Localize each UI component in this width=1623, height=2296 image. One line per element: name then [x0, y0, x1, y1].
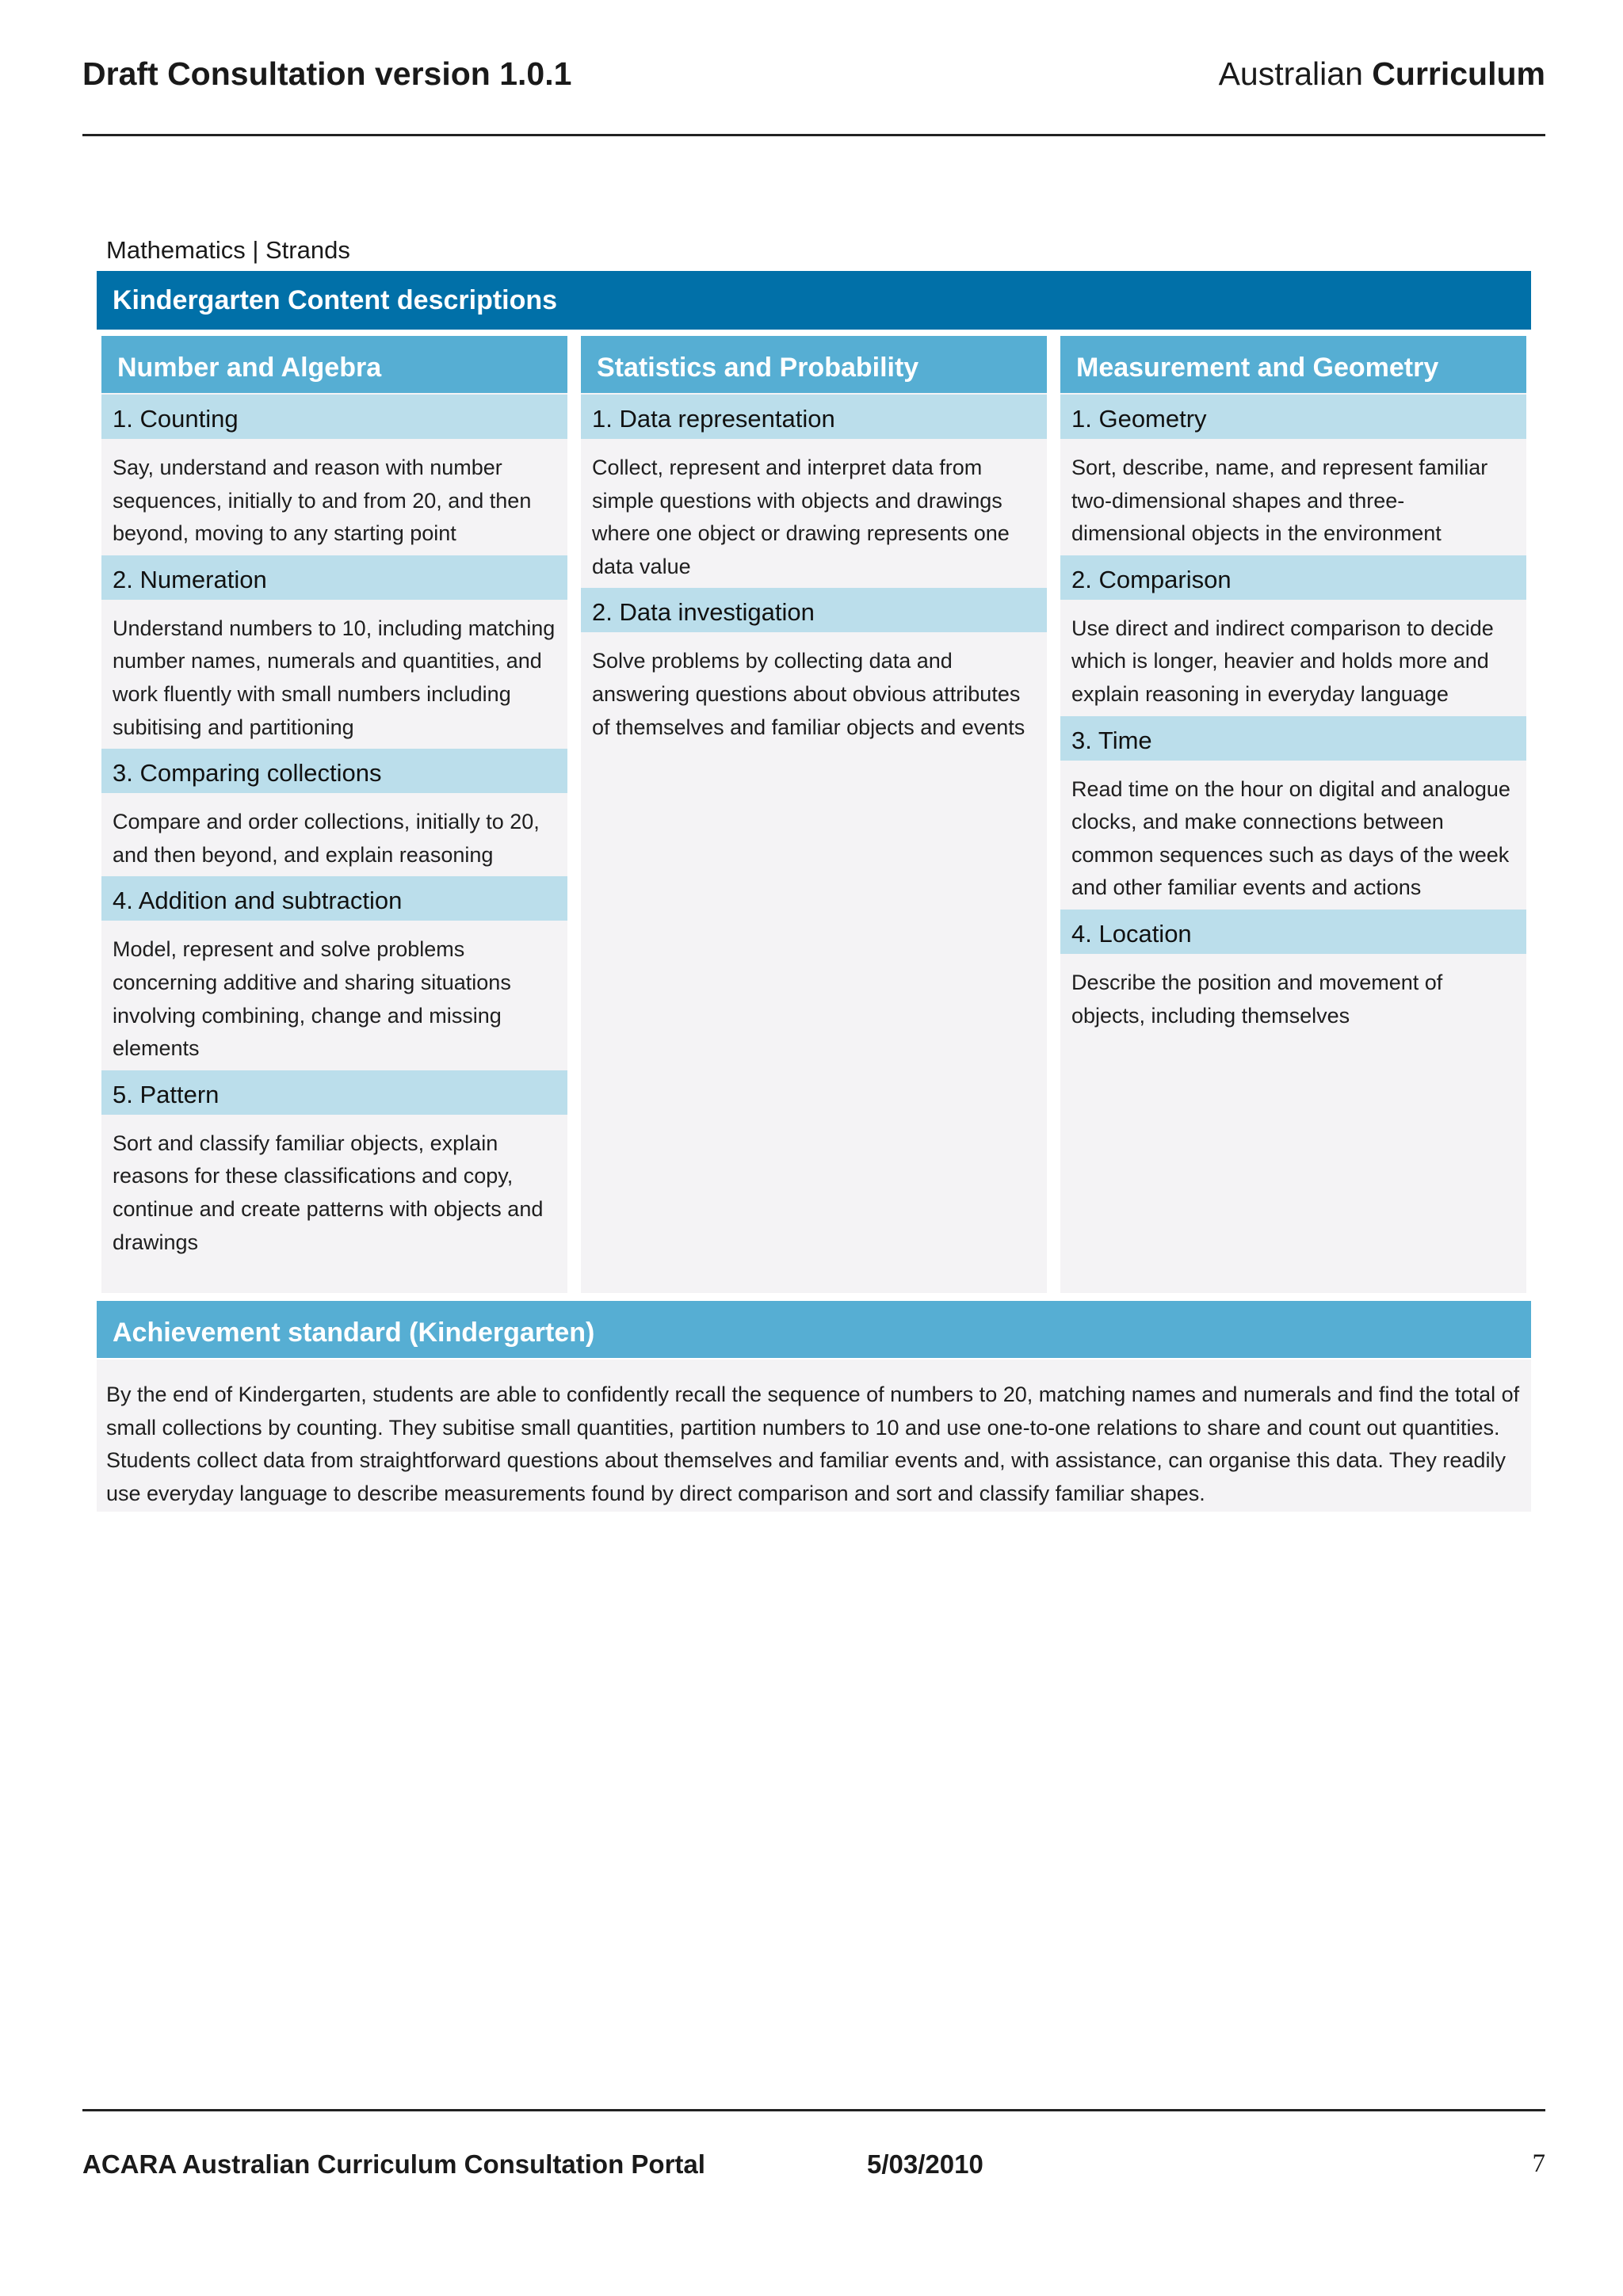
achievement-standard-title: Achievement standard (Kindergarten) [97, 1301, 1531, 1358]
content-heading: 1. Counting [101, 395, 567, 439]
content-heading: 2. Comparison [1060, 555, 1526, 600]
content-description: Describe the position and movement of objects, including themselves [1071, 970, 1443, 1028]
content-description: Say, understand and reason with number sequences, initially to and from 20, and then beyond, moving to any starting point [113, 456, 532, 546]
content-heading: 4. Addition and subtraction [101, 876, 567, 921]
strand-title: Number and Algebra [101, 336, 567, 393]
strand-title: Statistics and Probability [581, 336, 1047, 393]
brand-light: Australian [1218, 55, 1363, 92]
content-description: Compare and order collections, initially to 20, and then beyond, and explain reasoning [113, 810, 540, 867]
page-header [82, 55, 1545, 136]
content-descriptions-table [97, 271, 1531, 1293]
content-description: Understand numbers to 10, including matching number names, numerals and quantities, and work fluently with small numbers including subitising and partitioning [113, 616, 556, 739]
breadcrumb: Mathematics | Strands [106, 236, 350, 264]
content-description: Solve problems by collecting data and answering questions about obvious attributes of themselves and familiar objects and events [592, 649, 1025, 739]
strand-title: Measurement and Geometry [1060, 336, 1526, 393]
portal-name: ACARA Australian Curriculum Consultation Portal [82, 2149, 705, 2179]
content-heading: 2. Data investigation [581, 588, 1047, 632]
content-description: Use direct and indirect comparison to decide which is longer, heavier and holds more and explain reasoning in everyday language [1071, 616, 1494, 706]
brand-bold: Curriculum [1372, 55, 1545, 92]
content-description: Collect, represent and interpret data from simple questions with objects and drawings where one object or drawing represents one data value [592, 456, 1010, 578]
document-title: Draft Consultation version 1.0.1 [82, 55, 572, 92]
content-description: Sort, describe, name, and represent familiar two-dimensional shapes and three-dimensional objects in the environment [1071, 456, 1488, 546]
achievement-standard-text: By the end of Kindergarten, students are able to confidently recall the sequence of numbers to 20, matching names and numerals and find the total of small collections by counting. They subitise small quantities, partition numbers to 10 and use one-to-one relations to share and count out quantities. Students collect data from straightforward questions about themselves and familiar events and, with assistance, can organise this data. They readily use everyday language to describe measurements found by direct comparison and sort and classify familiar shapes. [97, 1360, 1531, 1512]
brand-name [1219, 55, 1545, 93]
page-footer [82, 2109, 1545, 2183]
page-number: 7 [1532, 2149, 1545, 2178]
content-heading: 1. Geometry [1060, 395, 1526, 439]
strand-statistics-and-probability [581, 336, 1047, 1293]
table-title: Kindergarten Content descriptions [97, 271, 1531, 330]
content-description: Read time on the hour on digital and analogue clocks, and make connections between common sequences such as days of the week and other familiar events and actions [1071, 776, 1510, 900]
content-heading: 1. Data representation [581, 395, 1047, 439]
content-heading: 5. Pattern [101, 1070, 567, 1115]
strand-number-and-algebra [101, 336, 567, 1293]
content-description: Model, represent and solve problems concerning additive and sharing situations involving combining, change and missing elements [113, 937, 511, 1061]
content-heading: 3. Time [1060, 716, 1526, 761]
strand-columns [97, 336, 1531, 1293]
content-heading: 2. Numeration [101, 555, 567, 600]
content-description: Sort and classify familiar objects, explain reasons for these classifications and copy, continue and create patterns with objects and drawings [113, 1131, 544, 1254]
strand-measurement-and-geometry [1060, 336, 1526, 1293]
footer-date: 5/03/2010 [867, 2149, 983, 2179]
content-heading: 3. Comparing collections [101, 749, 567, 793]
content-heading: 4. Location [1060, 910, 1526, 954]
